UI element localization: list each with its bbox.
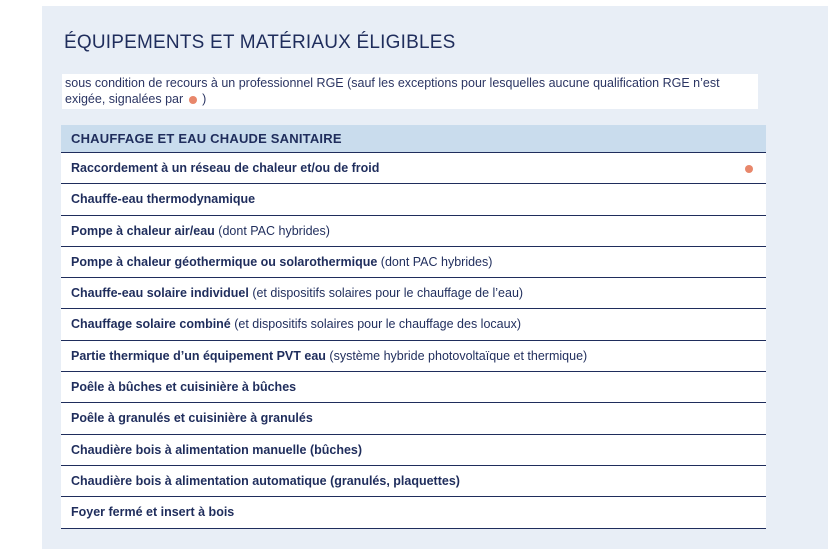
row-title: Pompe à chaleur géothermique ou solarothermique [71,254,378,269]
intro-text-before: sous condition de recours à un professionnel RGE (sauf les exceptions pour lesquelles aucune qualification RGE n’est exigée, signalées par [65,76,720,106]
row-note: (et dispositifs solaires pour le chauffage des locaux) [234,317,521,332]
table-row [61,435,766,466]
table-row [61,372,766,403]
row-note: (et dispositifs solaires pour le chauffage de l’eau) [252,286,524,301]
table-row [61,497,766,528]
table-row [61,153,766,184]
table-row [61,309,766,340]
row-title: Partie thermique d’un équipement PVT eau [71,348,326,363]
row-title: Chauffe-eau solaire individuel [71,286,249,301]
table-row [61,466,766,497]
row-note: (dont PAC hybrides) [380,254,493,269]
orange-dot-icon [745,165,753,173]
row-title: Foyer fermé et insert à bois [71,505,235,520]
table-row [61,216,766,247]
row-title: Pompe à chaleur air/eau [71,223,215,238]
intro-text-after: ) [202,92,207,106]
table-body [61,153,766,529]
eligible-equipment-panel [42,6,828,549]
table-row [61,184,766,215]
row-note: (système hybride photovoltaïque et thermique) [329,348,588,363]
intro-text [62,74,758,109]
row-title: Raccordement à un réseau de chaleur et/ou de froid [71,161,380,175]
table-row [61,278,766,309]
row-title: Chauffe-eau thermodynamique [71,192,256,207]
row-title: Chaudière bois à alimentation automatique (granulés, plaquettes) [71,473,460,488]
table-row [61,247,766,278]
row-note: (dont PAC hybrides) [218,223,330,238]
row-title: Poêle à bûches et cuisinière à bûches [71,380,297,395]
row-title: Chauffage solaire combiné [71,317,231,332]
page-title: ÉQUIPEMENTS ET MATÉRIAUX ÉLIGIBLES [64,32,456,53]
row-title: Poêle à granulés et cuisinière à granulés [71,411,313,426]
equipment-table [61,125,766,529]
table-row [61,341,766,372]
table-header: CHAUFFAGE ET EAU CHAUDE SANITAIRE [61,125,766,153]
table-row [61,403,766,434]
orange-dot-icon [189,96,197,104]
row-title: Chaudière bois à alimentation manuelle (bûches) [71,442,363,457]
